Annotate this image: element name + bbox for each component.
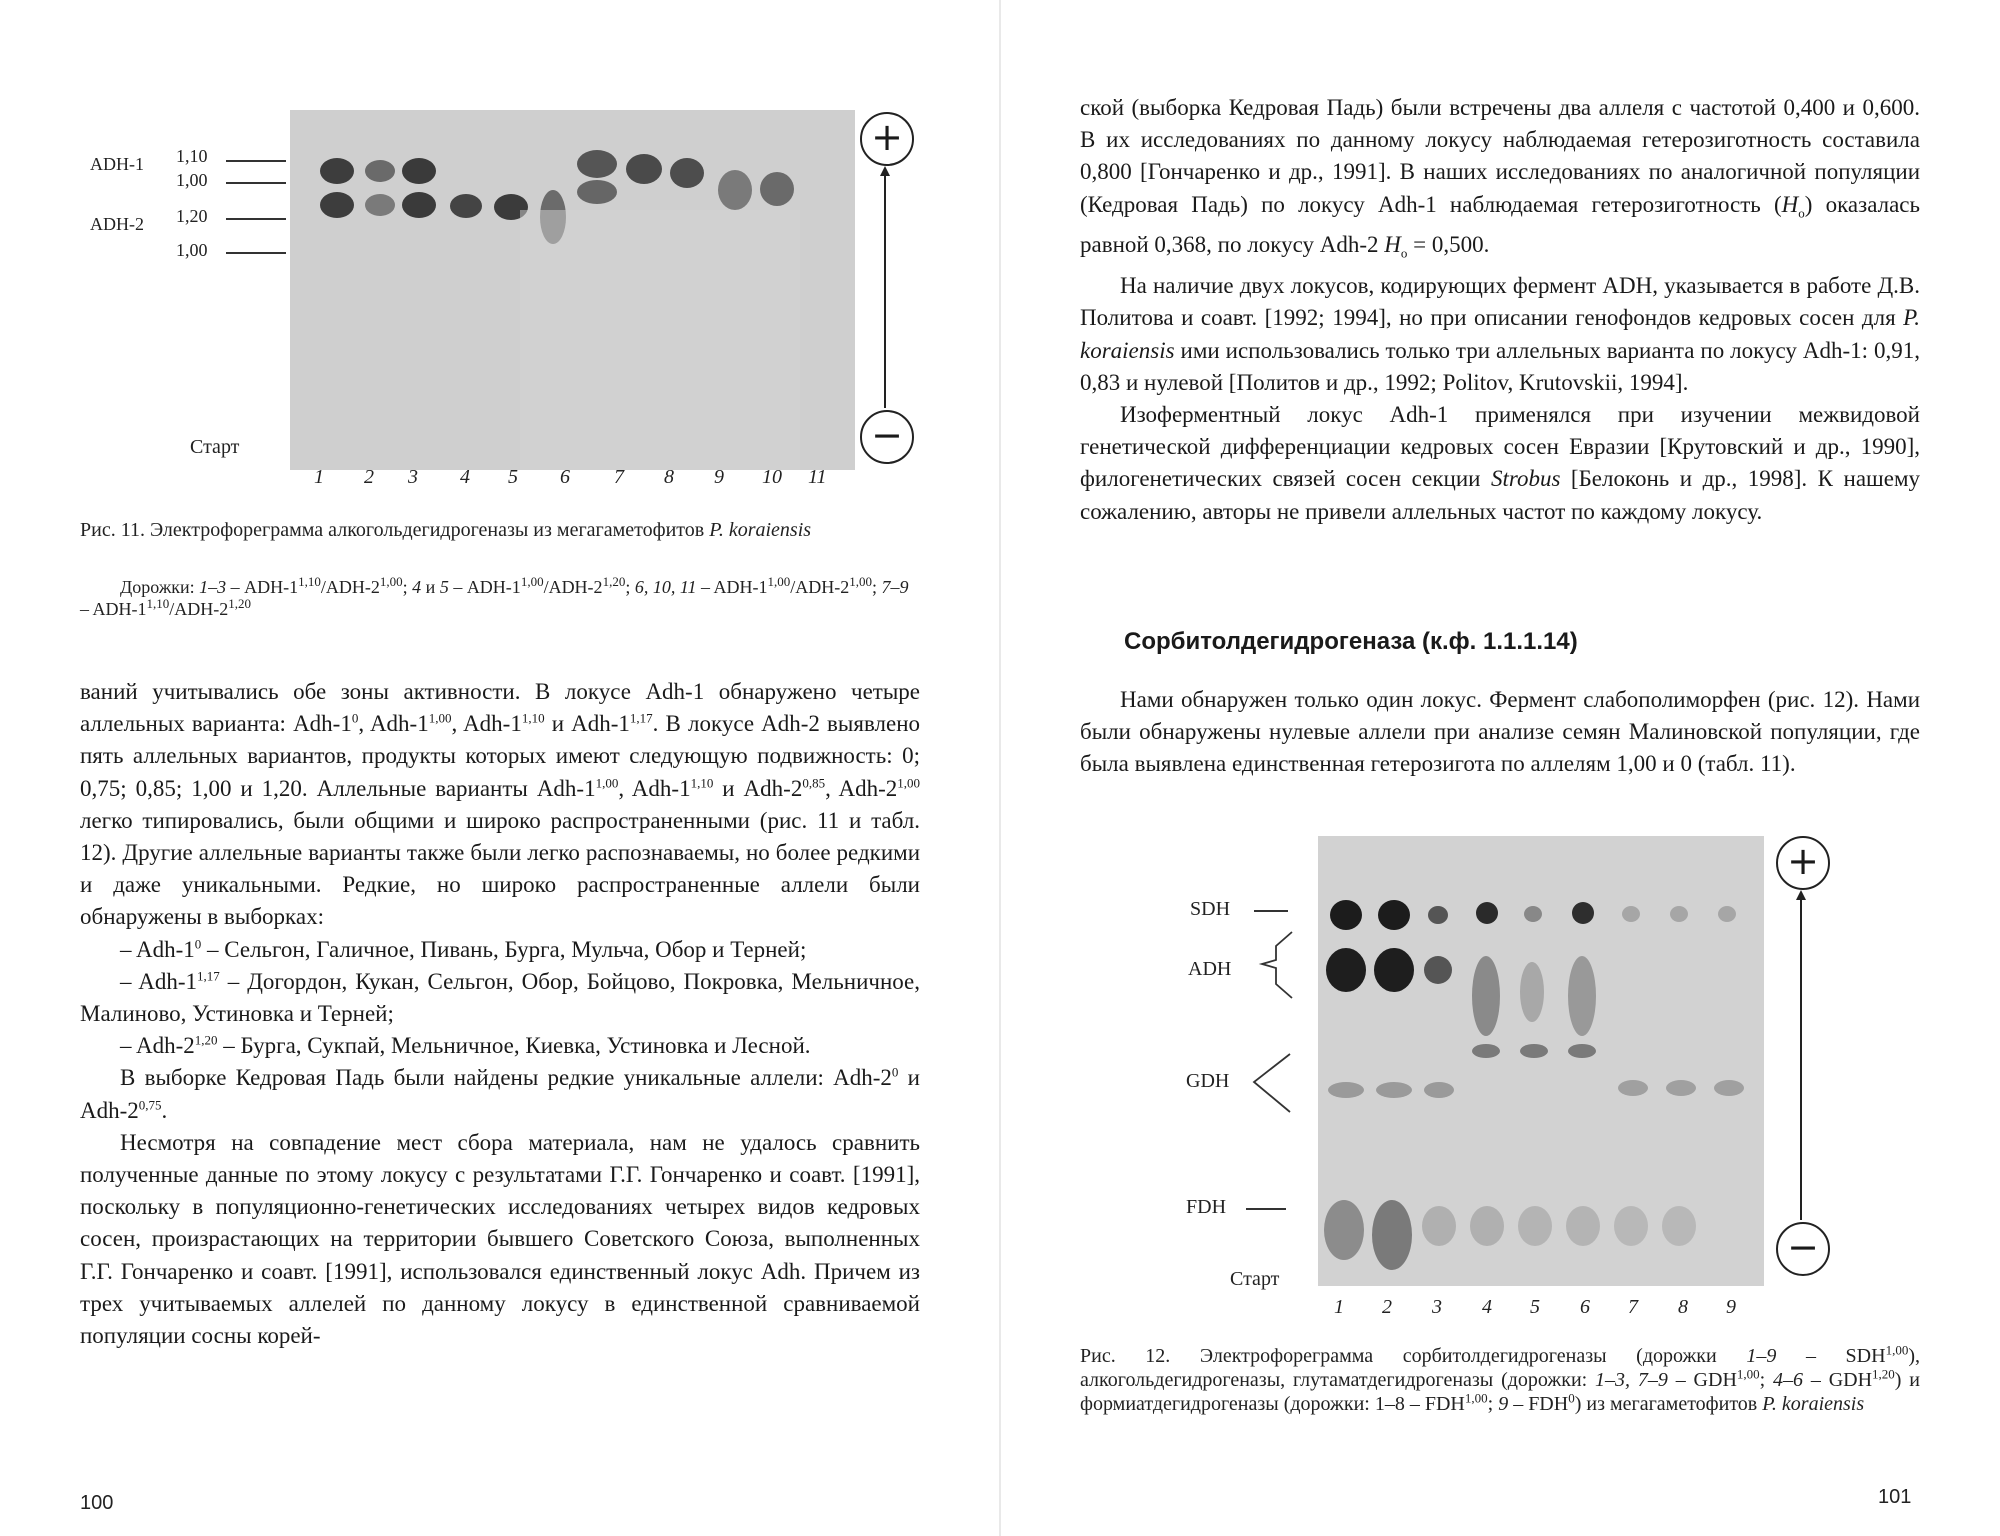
lane-number: 3 bbox=[408, 466, 418, 488]
gel-band bbox=[1422, 1206, 1456, 1246]
gel-band bbox=[1568, 1044, 1596, 1058]
lane-number: 5 bbox=[1530, 1296, 1540, 1318]
label-sdh: SDH bbox=[1190, 898, 1231, 920]
gel-band bbox=[365, 194, 395, 216]
arrow-up-icon bbox=[1796, 890, 1806, 900]
label-adh2: ADH-2 bbox=[90, 214, 144, 234]
lane-number: 6 bbox=[560, 466, 570, 488]
gel-band bbox=[670, 158, 704, 188]
gel-band bbox=[577, 180, 617, 204]
tick-line bbox=[226, 252, 286, 254]
label-fdh: FDH bbox=[1186, 1196, 1227, 1218]
right-page bbox=[1000, 0, 2000, 1536]
gel-band bbox=[402, 192, 436, 218]
paragraph: Нами обнаружен только один локус. Фермент слабополиморфен (рис. 12). Нами были обнаружены нулевые аллели при анализе семян Малиновской популяции, где была выявлена единственная гетерозигота по аллелям 1,00 и 0 (табл. 11). bbox=[1080, 687, 1920, 777]
lane-number: 9 bbox=[714, 466, 724, 488]
label-start: Старт bbox=[190, 436, 240, 458]
gdh-bracket-icon bbox=[1244, 1052, 1294, 1116]
gel-band bbox=[760, 172, 794, 206]
gel-band bbox=[1472, 1044, 1500, 1058]
tick-line bbox=[226, 218, 286, 220]
anode-plus-icon: + bbox=[1776, 836, 1830, 890]
gel-band bbox=[1324, 1200, 1364, 1260]
lane-number: 10 bbox=[762, 466, 782, 488]
lane-number: 2 bbox=[1382, 1296, 1392, 1318]
gel-band bbox=[1378, 900, 1410, 930]
figure-12 bbox=[1000, 0, 2000, 1536]
page-number-left: 100 bbox=[80, 1492, 114, 1514]
lane-number: 2 bbox=[364, 466, 374, 488]
gel-band bbox=[1614, 1206, 1648, 1246]
gel-band bbox=[1524, 906, 1542, 922]
arrow-up-icon bbox=[880, 166, 890, 176]
gel-band bbox=[1718, 906, 1736, 922]
gel-band bbox=[1428, 906, 1448, 924]
gel-band bbox=[1470, 1206, 1504, 1246]
gel-band bbox=[1568, 956, 1596, 1036]
gel-band bbox=[1622, 906, 1640, 922]
lane-number: 4 bbox=[460, 466, 470, 488]
gel-band bbox=[1520, 962, 1544, 1022]
gel-band bbox=[1518, 1206, 1552, 1246]
gel-band bbox=[1328, 1082, 1364, 1098]
lane-number: 1 bbox=[314, 466, 324, 488]
figure-11-caption: Рис. 11. Электрофореграмма алкогольдегидрогеназы из мегагаметофитов P. koraiensis bbox=[80, 519, 812, 541]
gel-band bbox=[1372, 1200, 1412, 1270]
tick-line bbox=[1246, 1208, 1286, 1210]
migration-axis bbox=[884, 176, 886, 408]
lane-number: 6 bbox=[1580, 1296, 1590, 1318]
lane-number: 1 bbox=[1334, 1296, 1344, 1318]
gel-band bbox=[1330, 900, 1362, 930]
gel-band bbox=[718, 170, 752, 210]
paragraph: Изоферментный локус Adh-1 применялся при изучении межвидовой генетической дифференциации кедровых сосен Евразии [Крутовский и др., 1990], филогенетических связей сосен секции Strobus [Белоконь и др., 1998]. К нашему сожалению, авторы не привели аллельных частот по каждому локусу. bbox=[1080, 402, 1921, 524]
adh-bracket-icon bbox=[1244, 930, 1294, 1000]
gel-band bbox=[320, 158, 354, 184]
label-start: Старт bbox=[1230, 1268, 1280, 1290]
lane-number: 9 bbox=[1726, 1296, 1736, 1318]
gel-band bbox=[1666, 1080, 1696, 1096]
gel-band bbox=[1374, 948, 1414, 992]
gel-band bbox=[1670, 906, 1688, 922]
lane-number: 8 bbox=[664, 466, 674, 488]
gel-band bbox=[1472, 956, 1500, 1036]
gel-band bbox=[1476, 902, 1498, 924]
lane-number: 5 bbox=[508, 466, 518, 488]
gel-band bbox=[1566, 1206, 1600, 1246]
paragraph: В выборке Кедровая Падь были найдены редкие уникальные аллели: Adh-$2^0$ и Adh-2$^{0,75}$. bbox=[80, 1064, 920, 1123]
list-item: – Adh-1$^{1,17}$ – Догордон, Кукан, Сельгон, Обор, Бойцово, Покровка, Мельничное, Малиново, Устиновка и Терней; bbox=[80, 968, 920, 1027]
gel-band bbox=[1424, 956, 1452, 984]
paragraph: На наличие двух локусов, кодирующих фермент ADH, указывается в работе Д.В. Политова и соавт. [1992; 1994], но при описании генофондов кедровых сосен для P. koraiensis ими использовались только три аллельных варианта по локусу Adh-1: 0,91, 0,83 и нулевой [Политов и др., 1992; Politov, Krutovskii, 1994]. bbox=[1080, 273, 1920, 395]
left-body-text bbox=[80, 676, 920, 1352]
gel-band bbox=[1326, 948, 1366, 992]
page-number-right: 101 bbox=[1878, 1486, 1912, 1508]
lane-number: 3 bbox=[1432, 1296, 1442, 1318]
tick-line bbox=[226, 182, 286, 184]
gel-image-sdh bbox=[1318, 836, 1764, 1286]
gel-band bbox=[1572, 902, 1594, 924]
label-1-00-a: 1,00 bbox=[176, 170, 208, 190]
label-adh1: ADH-1 bbox=[90, 154, 144, 174]
lane-number: 8 bbox=[1678, 1296, 1688, 1318]
paragraph: Несмотря на совпадение мест сбора материала, нам не удалось сравнить полученные данные по этому локусу с результатами Г.Г. Гончаренко и соавт. [1991], поскольку в популяционно-генетических исследованиях четырех видов кедровых сосен, произрастающих на территории бывшего Советского Союза, выполненных Г.Г. Гончаренко и соавт. [1991], использовался единственный локус Adh. Причем из трех учитываемых аллелей по данному локусу в единственной сравниваемой популяции сосны корей- bbox=[80, 1129, 920, 1349]
label-adh: ADH bbox=[1188, 958, 1232, 980]
list-item: – Adh-$1^0$ – Сельгон, Галичное, Пивань, Бурга, Мульча, Обор и Терней; bbox=[120, 935, 807, 962]
migration-axis bbox=[1800, 900, 1802, 1220]
lane-number: 7 bbox=[614, 466, 624, 488]
tick-line bbox=[226, 160, 286, 162]
gel-band bbox=[1520, 1044, 1548, 1058]
gel-band bbox=[1618, 1080, 1648, 1096]
anode-plus-icon: + bbox=[860, 112, 914, 166]
figure-12-caption: Рис. 12. Электрофореграмма сорбитолдегидрогеназы (дорожки 1–9 – SDH$^{1,00}$), алкогольдегидрогеназы, глутаматдегидрогеназы (дорожки: 1–3, 7–9 – GDH$^{1,00}$; 4–6 – GDH$^{1,20}$) и формиатдегидрогеназы (дорожки: 1–8 – FDH$^{1,00}$; 9 – FDH$^0$) из мегагаметофитов P. koraiensis bbox=[1080, 1342, 1920, 1415]
label-1-20: 1,20 bbox=[176, 206, 208, 226]
gel-band bbox=[402, 158, 436, 184]
gel-image-adh bbox=[290, 110, 855, 470]
gel-band bbox=[320, 192, 354, 218]
figure-11-lanes-caption: Дорожки: 1–3 – ADH-1$^{1,10}$/ADH-2$^{1,00}$; 4 и 5 – ADH-1$^{1,00}$/ADH-2$^{1,20}$; 6, 10, 11 – ADH-1$^{1,00}$/ADH-2$^{1,00}$; 7–9 – ADH-1$^{1,10}$/ADH-2$^{1,20}$ bbox=[80, 574, 909, 619]
lane-number: 4 bbox=[1482, 1296, 1492, 1318]
tick-line bbox=[1254, 910, 1288, 912]
gel-band bbox=[626, 154, 662, 184]
cathode-minus-icon: − bbox=[860, 410, 914, 464]
gel-band bbox=[1424, 1082, 1454, 1098]
gel-band bbox=[1376, 1082, 1412, 1098]
gel-band bbox=[1662, 1206, 1696, 1246]
label-1-10: 1,10 bbox=[176, 146, 208, 166]
label-1-00-b: 1,00 bbox=[176, 240, 208, 260]
gel-band bbox=[577, 150, 617, 178]
paragraph: ваний учитывались обе зоны активности. В локусе Adh-1 обнаружено четыре аллельных варианта: Adh-$1^0$, Adh-1$^{1,00}$, Adh-1$^{1,10}$ и Adh-1$^{1,17}$. В локусе Adh-2 выявлено пять аллельных вариантов, продукты которых имеют следующую подвижность: 0; 0,75; 0,85; 1,00 и 1,20. Аллельные варианты Adh-1$^{1,00}$, Adh-1$^{1,10}$ и Adh-2$^{0,85}$, Adh-2$^{1,00}$ легко типировались, были общими и широко распространенными (рис. 11 и табл. 12). Другие аллельные варианты также были легко распознаваемы, но более редкими и даже уникальными. Редкие, но широко распространенные аллели были обнаружены в выборках: bbox=[80, 679, 921, 930]
paragraph: ской (выборка Кедровая Падь) были встречены два аллеля с частотой 0,400 и 0,600. В их исследованиях по данному локусу наблюдаемая гетерозиготность составила 0,800 [Гончаренко и др., 1991]. В наших исследованиях по аналогичной популяции (Кедровая Падь) по локусу Adh-1 наблюдаемая гетерозиготность $(H_o)$ оказалась равной 0,368, по локусу Adh-2 $H_o = 0,500$. bbox=[1080, 95, 1920, 261]
figure-11 bbox=[0, 0, 1000, 500]
lane-number: 7 bbox=[1628, 1296, 1638, 1318]
gel-band bbox=[450, 194, 482, 218]
gel-smear bbox=[520, 210, 800, 470]
gel-band bbox=[365, 160, 395, 182]
lane-number: 11 bbox=[808, 466, 827, 488]
list-item: – Adh-2$^{1,20}$ – Бурга, Сукпай, Мельничное, Киевка, Устиновка и Лесной. bbox=[120, 1032, 811, 1059]
label-gdh: GDH bbox=[1186, 1070, 1230, 1092]
section-heading: Сорбитолдегидрогеназа (к.ф. 1.1.1.14) bbox=[1124, 628, 1578, 655]
cathode-minus-icon: − bbox=[1776, 1222, 1830, 1276]
gel-band bbox=[1714, 1080, 1744, 1096]
